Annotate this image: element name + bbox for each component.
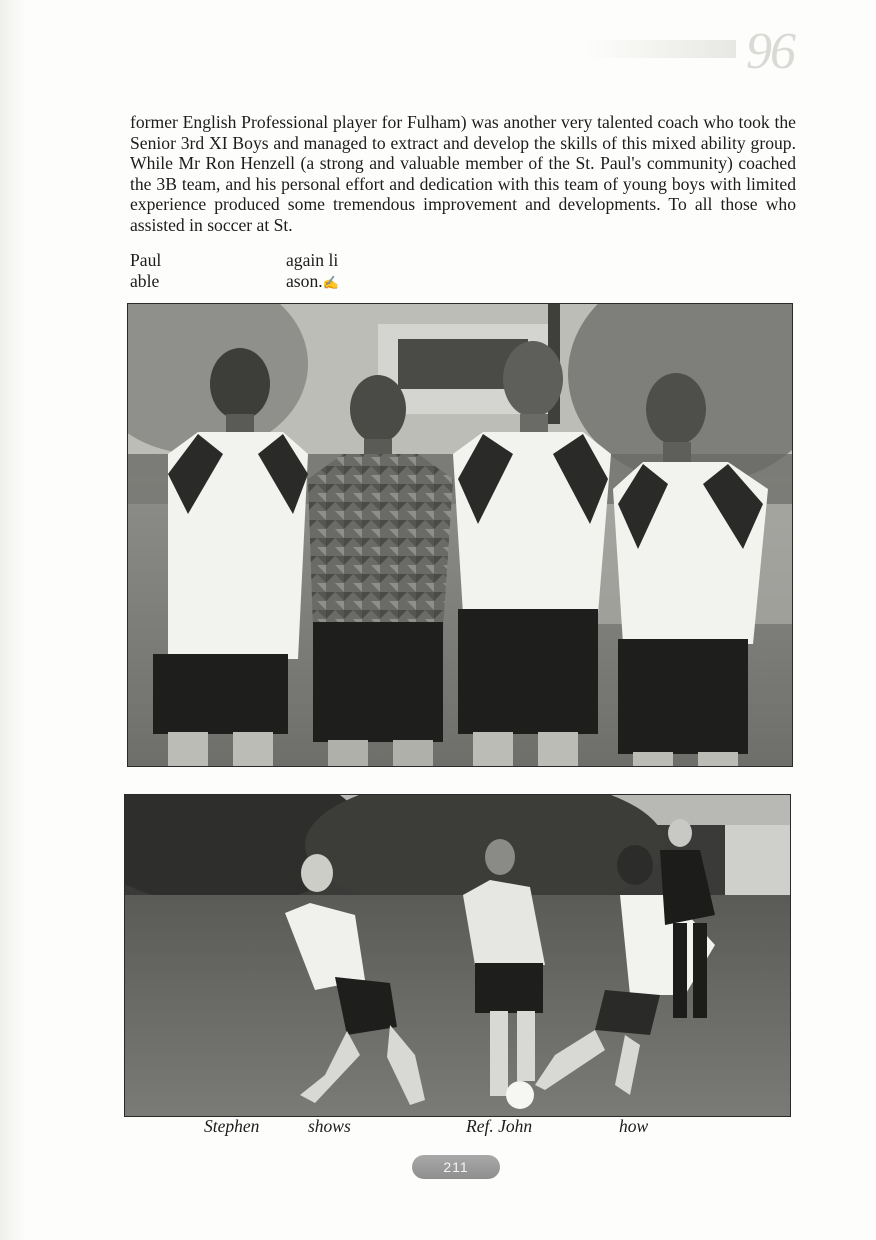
text-fragment: [286, 271, 339, 293]
text-fragment-end: ason.: [286, 271, 323, 291]
text-fragment: again li: [286, 250, 339, 270]
match-photo: [124, 794, 791, 1117]
page-number: 211: [412, 1155, 500, 1179]
photo-caption: Stephen: [204, 1116, 260, 1136]
match-photo-image: [125, 795, 790, 1116]
body-paragraph: former English Professional player for Fulham) was another very talented coach who took the Senior 3rd XI Boys and managed to extract and develop the skills of this mixed ability group. While Mr Ron Henzell (a strong and valuable member of the St. Paul's community) coached the 3B team, and his personal effort and dedication with this team of young boys with limited experience produced some tremendous improvement and developments. To all those who assisted in soccer at St.: [130, 112, 796, 235]
text-fragment: Paul: [130, 250, 162, 270]
header-fade-band: [586, 40, 736, 58]
team-photo: [127, 303, 793, 767]
pencil-icon: ✍: [322, 275, 339, 290]
team-photo-image: [128, 304, 792, 766]
text-fragment: able: [130, 271, 160, 291]
photo-caption: Ref. John: [466, 1116, 533, 1136]
photo-caption: how: [619, 1116, 649, 1136]
year-watermark: 96: [746, 23, 794, 80]
photo-caption: shows: [308, 1116, 351, 1136]
page-binding-edge: [0, 0, 26, 1240]
body-text: [130, 112, 796, 236]
